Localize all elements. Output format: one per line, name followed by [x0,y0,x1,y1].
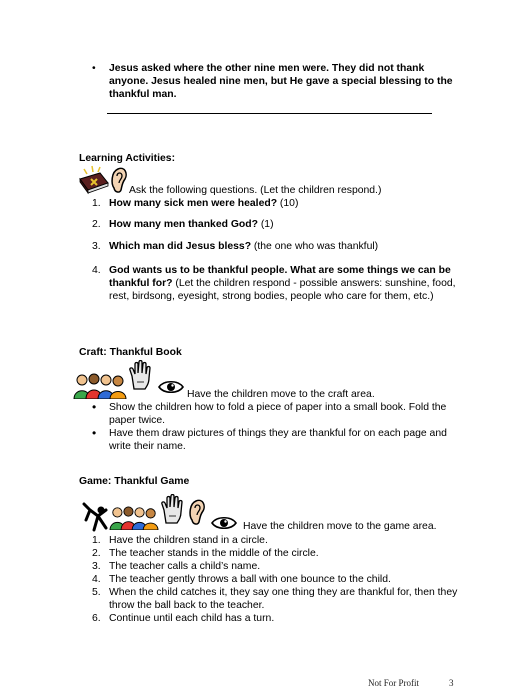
ear-icon [188,498,206,526]
learning-instruction: Ask the following questions. (Let the children respond.) [129,185,382,196]
game-instruction: Have the children move to the game area. [243,521,437,532]
bible-icon [78,165,112,195]
children-group-icon [73,373,127,399]
craft-instruction: Have the children move to the craft area. [187,389,375,400]
eye-icon [211,516,237,530]
hand-icon [129,360,151,390]
game-heading: Game: Thankful Game [79,476,190,487]
learning-heading: Learning Activities: [79,153,176,164]
footer-note: Not For Profit [368,678,420,688]
eye-icon [158,380,184,394]
hand-icon [161,494,183,524]
page-number: 3 [449,678,454,688]
stretching-person-icon [80,498,108,532]
craft-heading: Craft: Thankful Book [79,347,182,358]
intro-bullet: • [92,63,96,74]
children-group-icon [109,506,159,530]
ear-icon [110,166,128,194]
intro-text: Jesus asked where the other nine men were. They did not thank anyone. Jesus healed nine men, but He gave a special blessing to the thankful man. [109,63,453,101]
divider-line [107,113,432,114]
